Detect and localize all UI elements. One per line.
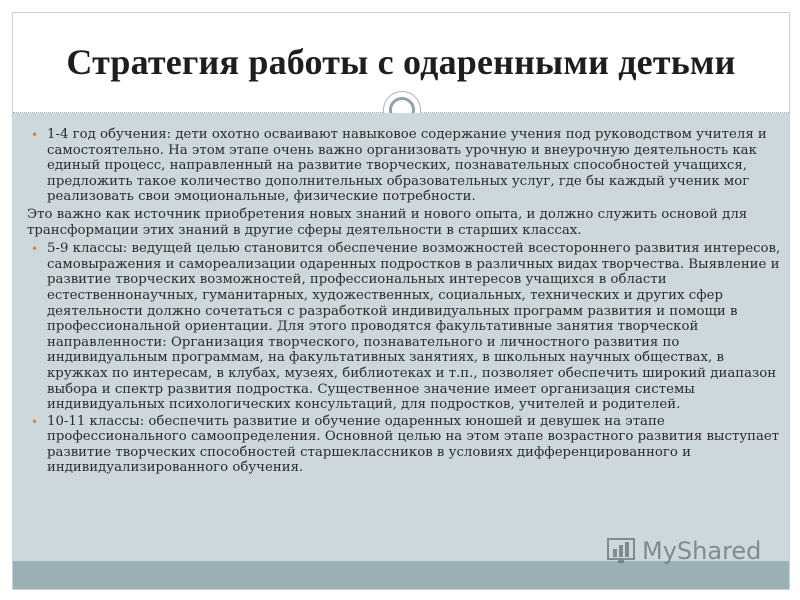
bullet-item-senior [27, 414, 787, 476]
slide [12, 12, 790, 590]
bullet-icon: • [31, 128, 39, 142]
bullet-text: 10-11 классы: обеспечить развитие и обучение одаренных юношей и девушек на этапе профессионального самоопределения. Основной целью на этом этапе возрастного развития выступает развитие творческих способностей старшеклассников в условиях дифференцированного и индивидуализированного обучения. [47, 413, 780, 476]
bullet-item-primary [27, 127, 787, 205]
bullet-text: 5-9 классы: ведущей целью становится обеспечение возможностей всестороннего развития интересов, самовыражения и самореализации одаренных подростков в различных видах творчества. Выявление и развитие творческих возможностей, профессиональных интересов учащихся в области естественнонаучных, гуманитарных, художественных, социальных, технических и других сфер деятельности должно сочетаться с разработкой индивидуальных программ развития и помощи в профессиональной ориентации. Для этого проводятся факультативные занятия творческой направленности: Организация творческого, познавательного и личностного развития по индивидуальным программам, на факультативных занятиях, в школьных научных обществах, в кружках по интересам, в клубах, музеях, библиотеках и т.п., позволяет обеспечить широкий диапазон выбора и спектр развития подростка. Существенное значение имеет организация системы индивидуальных психологических консультаций, для подростков, учителей и родителей. [47, 241, 781, 413]
watermark-text: MyShared [642, 537, 762, 565]
bullet-icon: • [31, 414, 39, 429]
bullet-text: 1-4 год обучения: дети охотно осваивают навыковое содержание учения под руководством учителя и самостоятельно. На этом этапе очень важно организовать урочную и внеурочную деятельность как единый процесс, направленный на развитие творческих, познавательных способностей учащихся, предложить такое количество дополнительных образовательных услуг, где бы каждый ученик мог реализовать свои эмоциональные, физические потребности. [47, 127, 767, 205]
slide-title: Стратегия работы с одаренными детьми [66, 42, 736, 82]
paragraph-note [27, 207, 787, 238]
bar-chart-icon [606, 535, 638, 567]
paragraph-text: Это важно как источник приобретения новых знаний и нового опыта, и должно служить основой для трансформации этих знаний в другие сферы деятельности в старших классах. [27, 206, 748, 238]
bullet-item-middle [27, 241, 787, 413]
slide-body [13, 113, 789, 561]
watermark [606, 534, 761, 568]
bullet-icon: • [31, 242, 39, 257]
content [27, 127, 787, 477]
